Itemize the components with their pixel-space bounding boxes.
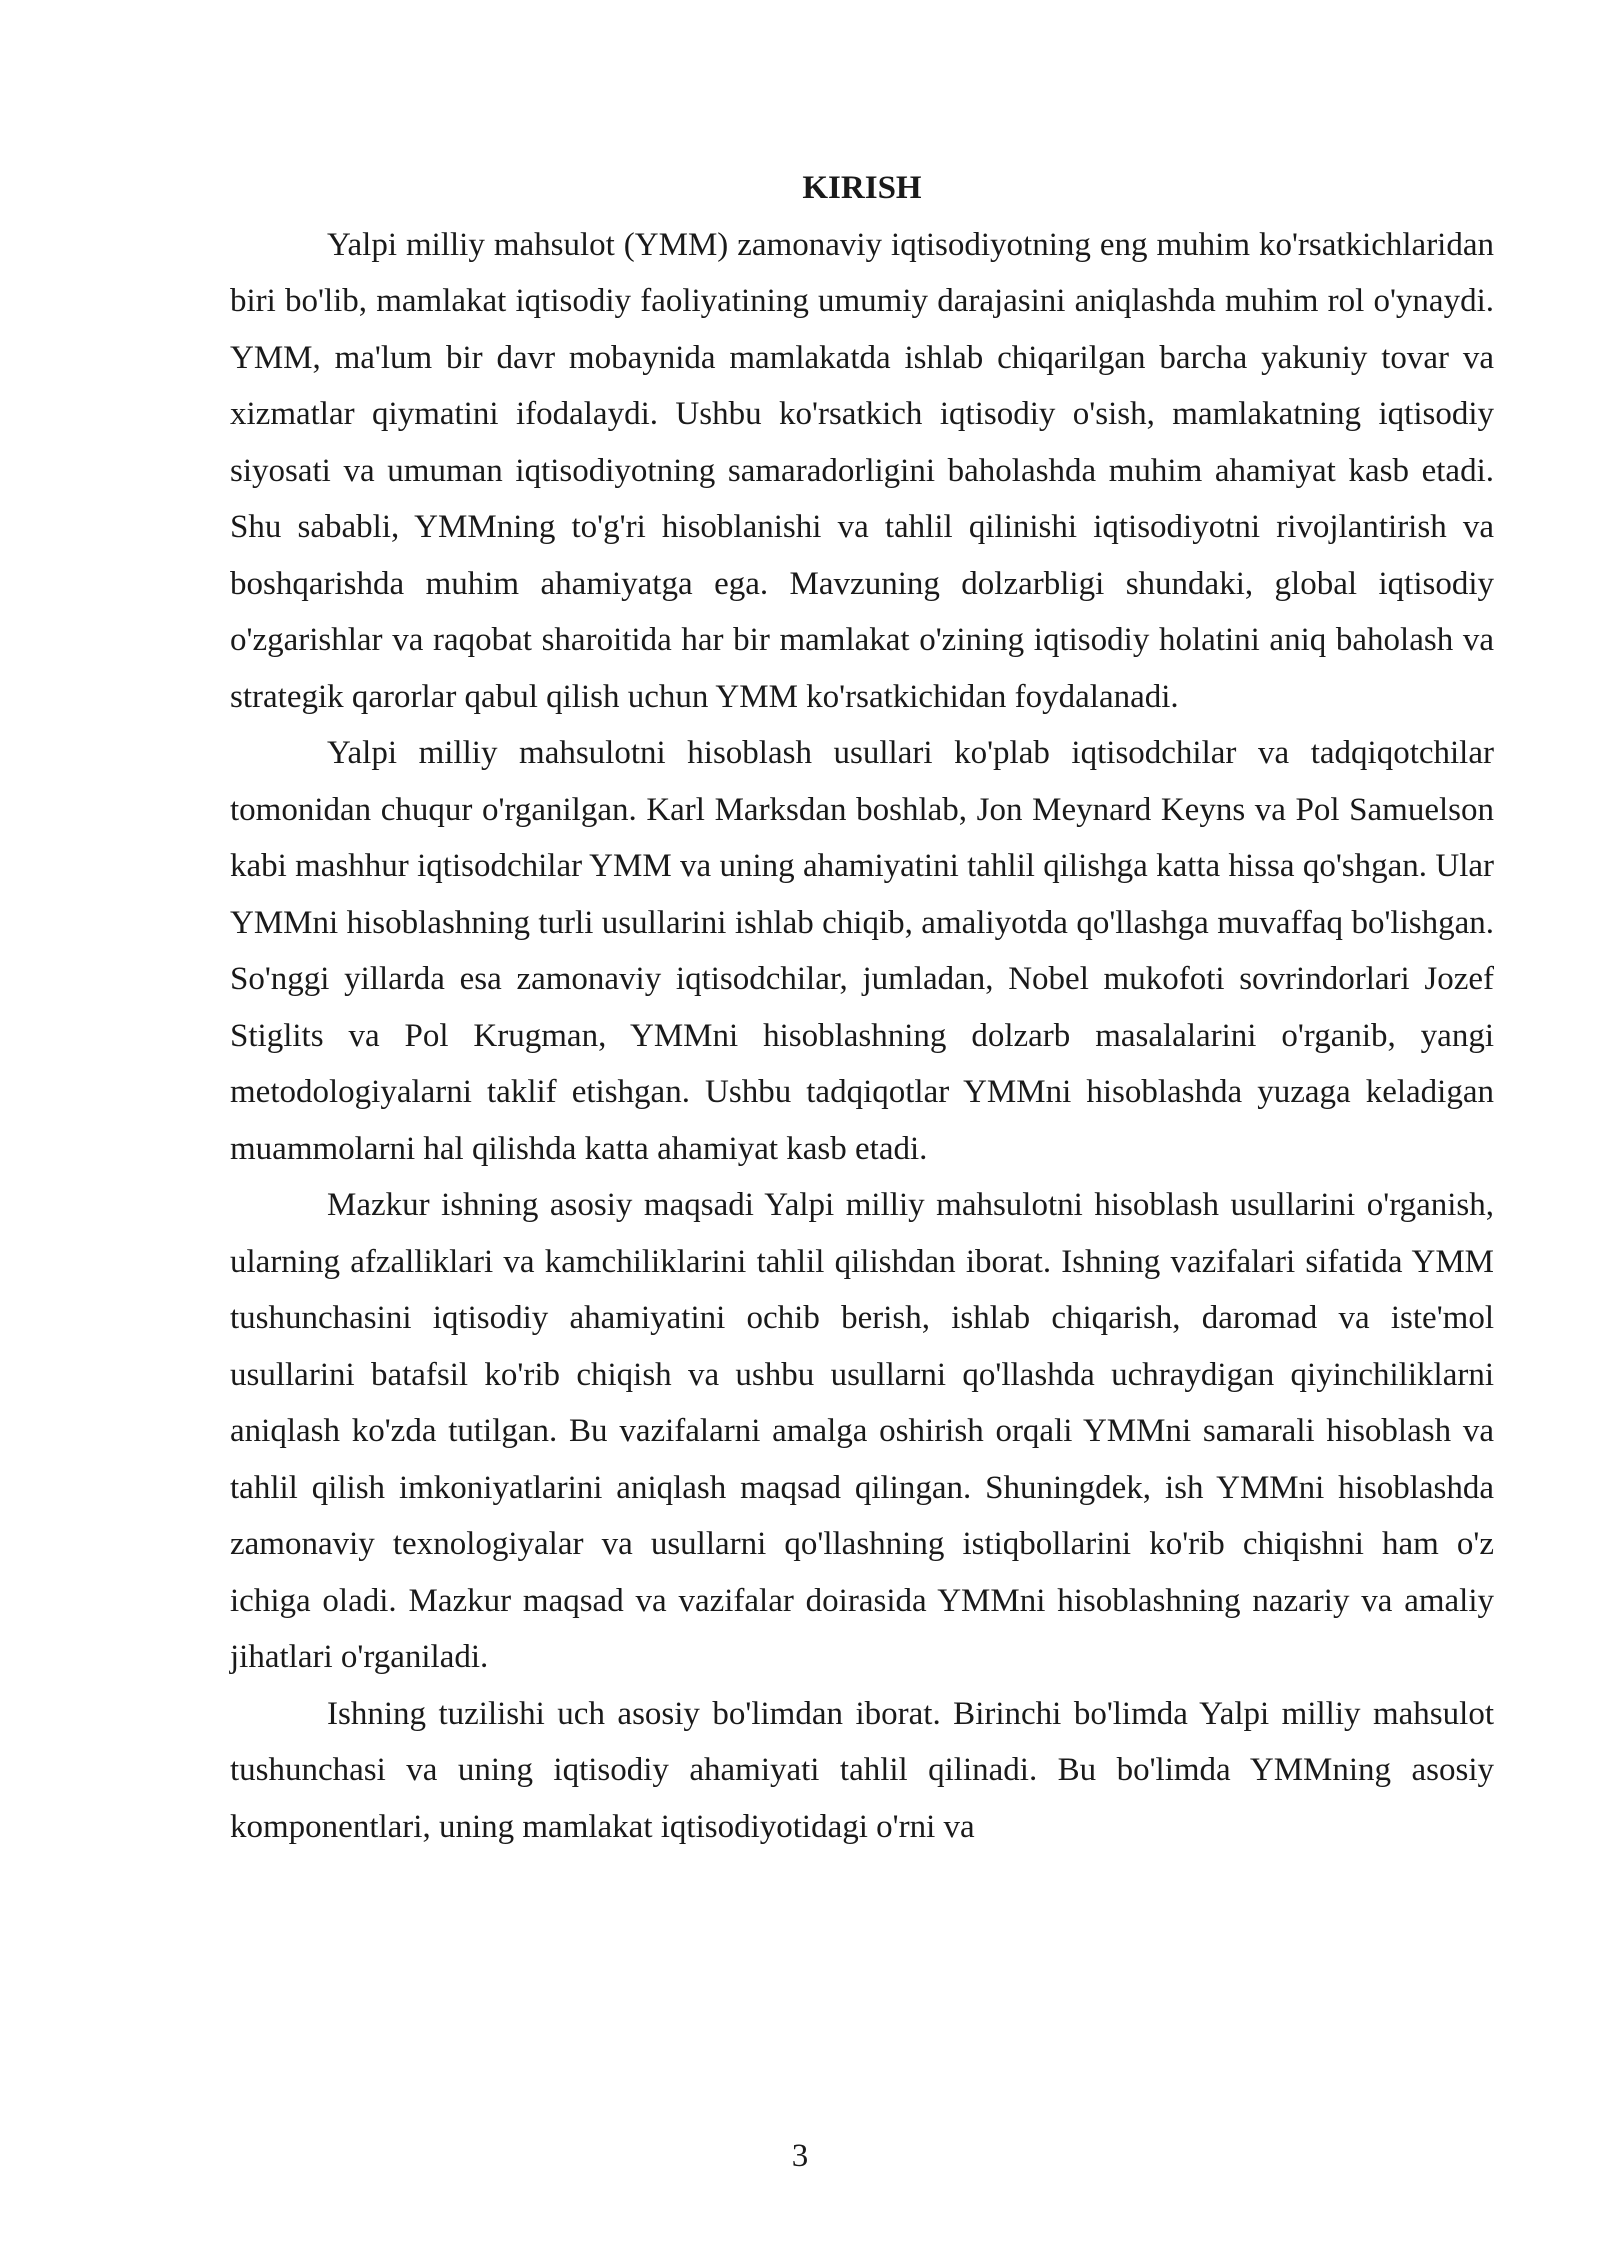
document-page [230, 160, 1494, 1855]
paragraph-introduction: Yalpi milliy mahsulot (YMM) zamonaviy iqtisodiyotning eng muhim ko'rsatkichlaridan biri bo'lib, mamlakat iqtisodiy faoliyatining umumiy darajasini aniqlashda muhim rol o'ynaydi. YMM, ma'lum bir davr mobaynida mamlakatda ishlab chiqarilgan barcha yakuniy tovar va xizmatlar qiymatini ifodalaydi. Ushbu ko'rsatkich iqtisodiy o'sish, mamlakatning iqtisodiy siyosati va umuman iqtisodiyotning samaradorligini baholashda muhim ahamiyat kasb etadi. Shu sababli, YMMning to'g'ri hisoblanishi va tahlil qilinishi iqtisodiyotni rivojlantirish va boshqarishda muhim ahamiyatga ega. Mavzuning dolzarbligi shundaki, global iqtisodiy o'zgarishlar va raqobat sharoitida har bir mamlakat o'zining iqtisodiy holatini aniq baholash va strategik qarorlar qabul qilish uchun YMM ko'rsatkichidan foydalanadi. [230, 226, 1494, 715]
paragraph-literature-review: Yalpi milliy mahsulotni hisoblash usullari ko'plab iqtisodchilar va tadqiqotchilar tomonidan chuqur o'rganilgan. Karl Marksdan boshlab, Jon Meynard Keyns va Pol Samuelson kabi mashhur iqtisodchilar YMM va uning ahamiyatini tahlil qilishga katta hissa qo'shgan. Ular YMMni hisoblashning turli usullarini ishlab chiqib, amaliyotda qo'llashga muvaffaq bo'lishgan. So'nggi yillarda esa zamonaviy iqtisodchilar, jumladan, Nobel mukofoti sovrindorlari Jozef Stiglits va Pol Krugman, YMMni hisoblashning dolzarb masalalarini o'rganib, yangi metodologiyalarni taklif etishgan. Ushbu tadqiqotlar YMMni hisoblashda yuzaga keladigan muammolarni hal qilishda katta ahamiyat kasb etadi. [230, 735, 1494, 1167]
paragraph-goals-and-tasks: Mazkur ishning asosiy maqsadi Yalpi milliy mahsulotni hisoblash usullarini o'rganish, ularning afzalliklari va kamchiliklarini tahlil qilishdan iborat. Ishning vazifalari sifatida YMM tushunchasini iqtisodiy ahamiyatini ochib berish, ishlab chiqarish, daromad va iste'mol usullarini batafsil ko'rib chiqish va ushbu usullarni qo'llashda uchraydigan qiyinchiliklarni aniqlash ko'zda tutilgan. Bu vazifalarni amalga oshirish orqali YMMni samarali hisoblash va tahlil qilish imkoniyatlarini aniqlash maqsad qilingan. Shuningdek, ish YMMni hisoblashda zamonaviy texnologiyalar va usullarni qo'llashning istiqbollarini ko'rib chiqishni ham o'z ichiga oladi. Mazkur maqsad va vazifalar doirasida YMMni hisoblashning nazariy va amaliy jihatlari o'rganiladi. [230, 1187, 1494, 1675]
paragraph-structure: Ishning tuzilishi uch asosiy bo'limdan iborat. Birinchi bo'limda Yalpi milliy mahsulot tushunchasi va uning iqtisodiy ahamiyati tahlil qilinadi. Bu bo'limda YMMning asosiy komponentlari, uning mamlakat iqtisodiyotidagi o'rni va [230, 1695, 1494, 1845]
page-title: KIRISH [802, 170, 922, 206]
page-number: 3 [791, 2138, 809, 2174]
